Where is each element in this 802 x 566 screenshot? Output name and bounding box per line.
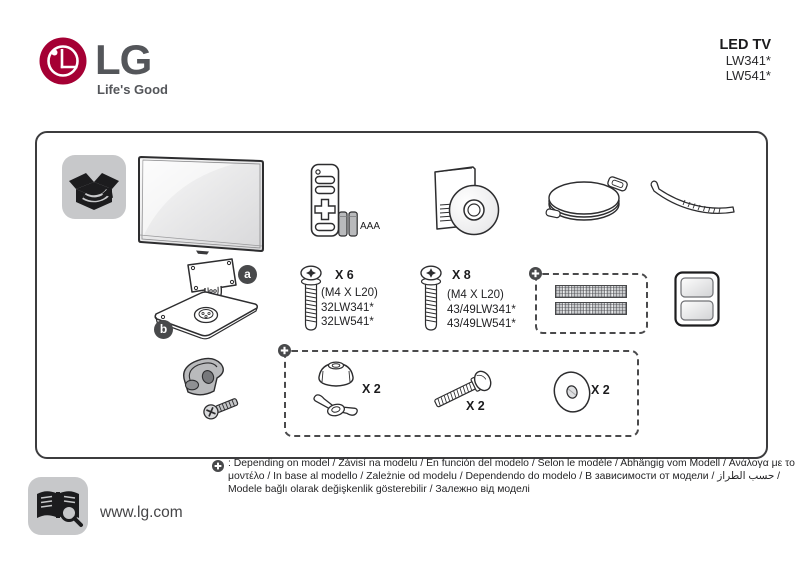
screw-x8-info [447, 288, 516, 332]
product-line: LED TV [719, 37, 771, 53]
accessory-box [35, 131, 768, 459]
website-url: www.lg.com [100, 504, 183, 521]
plus-icon-hardware [278, 344, 291, 357]
brand-tagline: Life's Good [97, 82, 168, 97]
screw-x8-model-1: 43/49LW341* [447, 303, 516, 316]
screw-x8-model-2: 43/49LW541* [447, 318, 516, 330]
wingnut-qty: X 2 [362, 382, 381, 396]
screw-x8-qty: X 8 [452, 268, 471, 282]
power-cord-icon [542, 170, 634, 226]
footnote-line-1: : Depending on model / Závisí na modelu / En función del modelo / Selon le modèle / Abhängig vom Modell / Ανάλογα με το [228, 458, 795, 469]
footnote-plus-icon [212, 459, 224, 471]
lg-logo-text: LG [95, 36, 152, 83]
badge-a: a [238, 265, 257, 284]
footnote-line-3: Modele bağlı olarak değişkenlik gösterebilir / Залежно від моделі [228, 484, 530, 496]
batteries-icon [338, 210, 358, 237]
plus-icon-mesh [529, 267, 542, 280]
remote-icon [310, 163, 340, 238]
model-number-1: LW341* [725, 53, 771, 68]
footnote-line-2: μοντέλο / In base al modello / Zależnie od modelu / Dependendo do modelo / В зависимости от модели / حسب الطراز / [228, 471, 781, 483]
header-product-block [719, 37, 771, 83]
tv-icon [130, 148, 270, 255]
manual-cd-icon [429, 163, 501, 237]
screw-x6-size: (M4 X L20) [321, 287, 378, 299]
batteries-label: AAA [360, 221, 381, 232]
badge-b: b [154, 320, 173, 339]
cable-holder-icon [645, 178, 739, 222]
lg-logo-icon [39, 37, 87, 85]
pad-sheet-icon [674, 271, 720, 327]
model-number-2: LW541* [725, 68, 771, 83]
screw-icon-x8 [419, 265, 443, 333]
washer-qty: X 2 [591, 383, 610, 397]
screw-x6-model-1: 32LW341* [321, 301, 374, 314]
screw-x6-model-2: 32LW541* [321, 316, 374, 328]
washer-icon [551, 369, 593, 415]
manual-book-icon [28, 477, 88, 535]
screw-x8-size: (M4 X L20) [447, 289, 504, 301]
screw-x6-qty: X 6 [335, 268, 354, 282]
screw-icon-x6 [299, 265, 323, 333]
mesh-strip-icon [555, 302, 627, 315]
wingnut-icon [310, 356, 362, 428]
bolt-qty: X 2 [466, 399, 485, 413]
bolt-icon [429, 366, 495, 416]
footnote [228, 457, 800, 497]
clip-screw-icon [200, 390, 246, 424]
mesh-strip-icon [555, 285, 627, 298]
screw-x6-info [321, 286, 378, 330]
unpack-icon [62, 155, 126, 219]
